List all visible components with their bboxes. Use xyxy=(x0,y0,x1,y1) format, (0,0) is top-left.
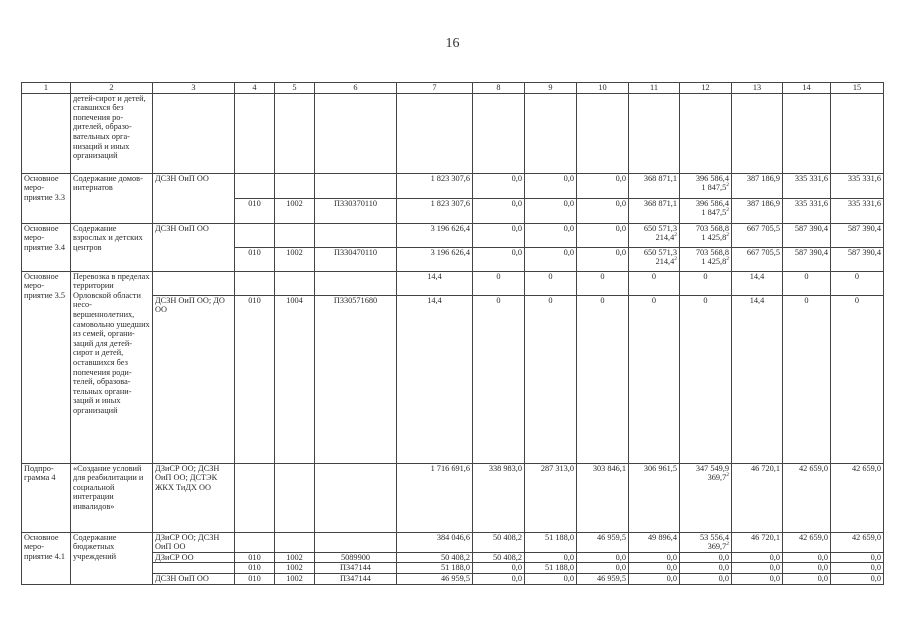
value-cell: 306 961,5 xyxy=(629,463,680,532)
code-cell: 010 xyxy=(235,552,275,563)
value-cell: 0,0 xyxy=(577,552,629,563)
header-cell: 3 xyxy=(153,83,235,94)
value-cell: 14,4 xyxy=(397,295,473,463)
value-cell: 0,0 xyxy=(525,552,577,563)
value-cell: 0,0 xyxy=(525,173,577,198)
table-row xyxy=(22,93,884,173)
value-cell: 0,0 xyxy=(783,573,831,584)
value-cell: 0,0 xyxy=(732,573,783,584)
value-cell: 703 568,8 1 425,8$^2$ xyxy=(680,247,732,271)
page-number: 16 xyxy=(445,36,460,51)
value-cell: 51 188,0 xyxy=(525,563,577,574)
value-cell: 335 331,6 xyxy=(831,173,884,198)
value-cell: 335 331,6 xyxy=(831,198,884,223)
value-cell: 14,4 xyxy=(732,295,783,463)
header-cell: 7 xyxy=(397,83,473,94)
value-cell: 587 390,4 xyxy=(783,247,831,271)
value-cell: 0,0 xyxy=(525,198,577,223)
value-cell: 0,0 xyxy=(473,198,525,223)
value-cell: 0 xyxy=(473,295,525,463)
value-cell: 1 716 691,6 xyxy=(397,463,473,532)
value-cell: 0 xyxy=(629,271,680,295)
code-cell: 5089900 xyxy=(315,552,397,563)
value-cell: 0,0 xyxy=(732,552,783,563)
value-cell: 387 186,9 xyxy=(732,198,783,223)
value-cell: 46 720,1 xyxy=(732,463,783,532)
value-cell: 0,0 xyxy=(525,223,577,247)
value-cell: 338 983,0 xyxy=(473,463,525,532)
value-cell: 0,0 xyxy=(783,563,831,574)
value-cell: 587 390,4 xyxy=(783,223,831,247)
code-cell: 1004 xyxy=(275,295,315,463)
table-row xyxy=(22,532,884,552)
value-cell: 0 xyxy=(831,295,884,463)
value-cell: 0,0 xyxy=(525,573,577,584)
code-cell: 1002 xyxy=(275,247,315,271)
code-cell: П330370110 xyxy=(315,198,397,223)
value-cell: 335 331,6 xyxy=(783,173,831,198)
value-cell: 0,0 xyxy=(680,563,732,574)
value-cell: 0 xyxy=(783,271,831,295)
row-agency: ДЗиСР ОО; ДСЗН ОиП ОО; ДСТЭК ЖКХ ТиДХ ОО xyxy=(153,463,235,532)
code-cell: П330571680 xyxy=(315,295,397,463)
value-cell: 0 xyxy=(577,271,629,295)
value-cell: 0,0 xyxy=(831,552,884,563)
header-cell: 10 xyxy=(577,83,629,94)
row-title: «Создание условий для реабилитации и социальной интеграции инвалидов» xyxy=(71,463,153,532)
value-cell: 396 586,4 1 847,5$^2$ xyxy=(680,198,732,223)
row-agency: ДСЗН ОиП ОО xyxy=(153,573,235,584)
row-agency: ДЗиСР ОО; ДСЗН ОиП ОО xyxy=(153,532,235,552)
value-cell: 703 568,8 1 425,8$^2$ xyxy=(680,223,732,247)
value-cell: 650 571,3 214,4$^2$ xyxy=(629,223,680,247)
header-cell: 6 xyxy=(315,83,397,94)
value-cell: 14,4 xyxy=(397,271,473,295)
value-cell: 46 959,5 xyxy=(397,573,473,584)
value-cell: 0,0 xyxy=(577,563,629,574)
row-title: Содержание бюджетных учреждений xyxy=(71,532,153,584)
value-cell: 0,0 xyxy=(831,573,884,584)
header-cell: 4 xyxy=(235,83,275,94)
row-code: Подпро-грамма 4 xyxy=(22,463,71,532)
value-cell: 46 959,5 xyxy=(577,532,629,552)
row-agency xyxy=(153,563,235,574)
value-cell: 0,0 xyxy=(577,223,629,247)
value-cell: 0 xyxy=(525,271,577,295)
value-cell: 0 xyxy=(473,271,525,295)
value-cell: 0 xyxy=(831,271,884,295)
value-cell: 587 390,4 xyxy=(831,247,884,271)
value-cell: 303 846,1 xyxy=(577,463,629,532)
value-cell: 0,0 xyxy=(473,563,525,574)
value-cell: 42 659,0 xyxy=(831,532,884,552)
code-cell: П330470110 xyxy=(315,247,397,271)
value-cell: 0,0 xyxy=(577,198,629,223)
value-cell: 3 196 626,4 xyxy=(397,247,473,271)
value-cell: 347 549,9 369,7$^2$ xyxy=(680,463,732,532)
value-cell: 51 188,0 xyxy=(397,563,473,574)
value-cell: 46 959,5 xyxy=(577,573,629,584)
code-cell: 010 xyxy=(235,247,275,271)
value-cell: 650 571,3 214,4$^2$ xyxy=(629,247,680,271)
value-cell: 667 705,5 xyxy=(732,223,783,247)
row-title: Содержание домов-интернатов xyxy=(71,173,153,223)
value-cell: 0,0 xyxy=(680,573,732,584)
value-cell: 396 586,4 1 847,5$^2$ xyxy=(680,173,732,198)
value-cell: 0 xyxy=(629,295,680,463)
code-cell: 1002 xyxy=(275,198,315,223)
value-cell: 287 313,0 xyxy=(525,463,577,532)
value-cell: 0,0 xyxy=(783,552,831,563)
code-cell: 010 xyxy=(235,573,275,584)
value-cell: 0,0 xyxy=(629,563,680,574)
value-cell: 0,0 xyxy=(629,573,680,584)
value-cell: 0,0 xyxy=(831,563,884,574)
code-cell: 010 xyxy=(235,563,275,574)
value-cell: 0 xyxy=(783,295,831,463)
value-cell: 0,0 xyxy=(680,552,732,563)
cont-text: детей-сирот и детей, ставшихся без попечения ро-дителей, образо-вательных орга-низаций и иных организаций xyxy=(71,93,153,173)
value-cell: 0,0 xyxy=(473,247,525,271)
value-cell: 0,0 xyxy=(577,247,629,271)
value-cell: 14,4 xyxy=(732,271,783,295)
value-cell: 587 390,4 xyxy=(831,223,884,247)
code-cell: П347144 xyxy=(315,573,397,584)
header-cell: 1 xyxy=(22,83,71,94)
header-cell: 11 xyxy=(629,83,680,94)
value-cell: 667 705,5 xyxy=(732,247,783,271)
value-cell: 0 xyxy=(680,295,732,463)
row-agency: ДСЗН ОиП ОО xyxy=(153,223,235,271)
value-cell: 0 xyxy=(577,295,629,463)
value-cell: 0,0 xyxy=(732,563,783,574)
value-cell: 42 659,0 xyxy=(783,532,831,552)
header-cell: 8 xyxy=(473,83,525,94)
value-cell: 384 046,6 xyxy=(397,532,473,552)
value-cell: 50 408,2 xyxy=(397,552,473,563)
value-cell: 368 871,1 xyxy=(629,173,680,198)
header-cell: 9 xyxy=(525,83,577,94)
value-cell: 53 556,4 369,7$^2$ xyxy=(680,532,732,552)
row-agency: ДЗиСР ОО xyxy=(153,552,235,563)
code-cell: 1002 xyxy=(275,552,315,563)
value-cell: 49 896,4 xyxy=(629,532,680,552)
header-cell: 14 xyxy=(783,83,831,94)
row-code: Основное меро-приятие 3.4 xyxy=(22,223,71,271)
row-agency: ДСЗН ОиП ОО; ДО ОО xyxy=(153,295,235,463)
value-cell: 42 659,0 xyxy=(783,463,831,532)
value-cell: 50 408,2 xyxy=(473,532,525,552)
value-cell: 0,0 xyxy=(525,247,577,271)
header-row xyxy=(22,83,884,94)
value-cell: 0,0 xyxy=(473,573,525,584)
row-title: Перевозка в пределах территории Орловской области несо-вершеннолетних, самовольно ушедших из семей, органи-заций для детей-сирот и детей, оставшихся без попечения роди-телей, образова-тельных органи-заций и иных организаций xyxy=(71,271,153,463)
code-cell: 010 xyxy=(235,198,275,223)
value-cell: 0,0 xyxy=(473,173,525,198)
value-cell: 1 823 307,6 xyxy=(397,198,473,223)
value-cell: 0,0 xyxy=(577,173,629,198)
value-cell: 0 xyxy=(680,271,732,295)
budget-table xyxy=(21,82,884,585)
row-code: Основное меро-приятие 3.5 xyxy=(22,271,71,463)
value-cell: 0 xyxy=(525,295,577,463)
table-row xyxy=(22,173,884,198)
code-cell: 1002 xyxy=(275,563,315,574)
value-cell: 387 186,9 xyxy=(732,173,783,198)
value-cell: 3 196 626,4 xyxy=(397,223,473,247)
code-cell: П347144 xyxy=(315,563,397,574)
table-row xyxy=(22,463,884,532)
value-cell: 46 720,1 xyxy=(732,532,783,552)
header-cell: 12 xyxy=(680,83,732,94)
table-row xyxy=(22,271,884,295)
value-cell: 42 659,0 xyxy=(831,463,884,532)
row-title: Содержание взрослых и детских центров xyxy=(71,223,153,271)
value-cell: 50 408,2 xyxy=(473,552,525,563)
value-cell: 51 188,0 xyxy=(525,532,577,552)
row-code: Основное меро-приятие 4.1 xyxy=(22,532,71,584)
header-cell: 2 xyxy=(71,83,153,94)
code-cell: 1002 xyxy=(275,573,315,584)
header-cell: 5 xyxy=(275,83,315,94)
row-code: Основное меро-приятие 3.3 xyxy=(22,173,71,223)
header-cell: 15 xyxy=(831,83,884,94)
row-agency: ДСЗН ОиП ОО xyxy=(153,173,235,223)
value-cell: 335 331,6 xyxy=(783,198,831,223)
value-cell: 0,0 xyxy=(629,552,680,563)
code-cell: 010 xyxy=(235,295,275,463)
header-cell: 13 xyxy=(732,83,783,94)
table-row xyxy=(22,223,884,247)
value-cell: 1 823 307,6 xyxy=(397,173,473,198)
value-cell: 368 871,1 xyxy=(629,198,680,223)
value-cell: 0,0 xyxy=(473,223,525,247)
